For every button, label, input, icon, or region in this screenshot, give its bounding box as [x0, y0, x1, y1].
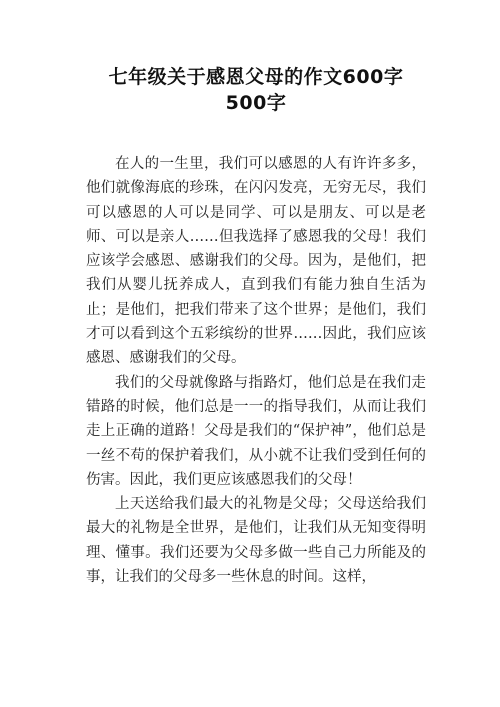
paragraph-3: 上天送给我们最大的礼物是父母；父母送给我们最大的礼物是全世界，是他们，让我们从无知变得明理、懂事。我们还要为父母多做一些自己力所能及的事，让我们的父母多一些休息的时间。这样， — [86, 496, 426, 586]
title-line-1: 七年级关于感恩父母的作文600字 — [108, 66, 404, 88]
paragraph-1: 在人的一生里，我们可以感恩的人有许许多多，他们就像海底的珍珠，在闪闪发亮，无穷无尽，我们可以感恩的人可以是同学、可以是朋友、可以是老师、可以是亲人……但我选择了感恩我的父母！我们应该学会感恩、感谢我们的父母。因为，是他们，把我们从婴儿抚养成人，直到我们有能力独自生活为止；是他们，把我们带来了这个世界；是他们，我们才可以看到这个五彩缤纷的世界……因此，我们应该感恩、感谢我们的父母。 — [86, 156, 426, 367]
document-title — [86, 64, 426, 116]
document-body — [86, 152, 426, 589]
paragraph-2: 我们的父母就像路与指路灯，他们总是在我们走错路的时候，他们总是一一的指导我们，从而让我们走上正确的道路！父母是我们的“保护神”，他们总是一丝不苟的保护着我们，从小就不让我们受到任何的伤害。因此，我们更应该感恩我们的父母！ — [86, 374, 426, 488]
title-line-2: 500字 — [225, 92, 287, 114]
